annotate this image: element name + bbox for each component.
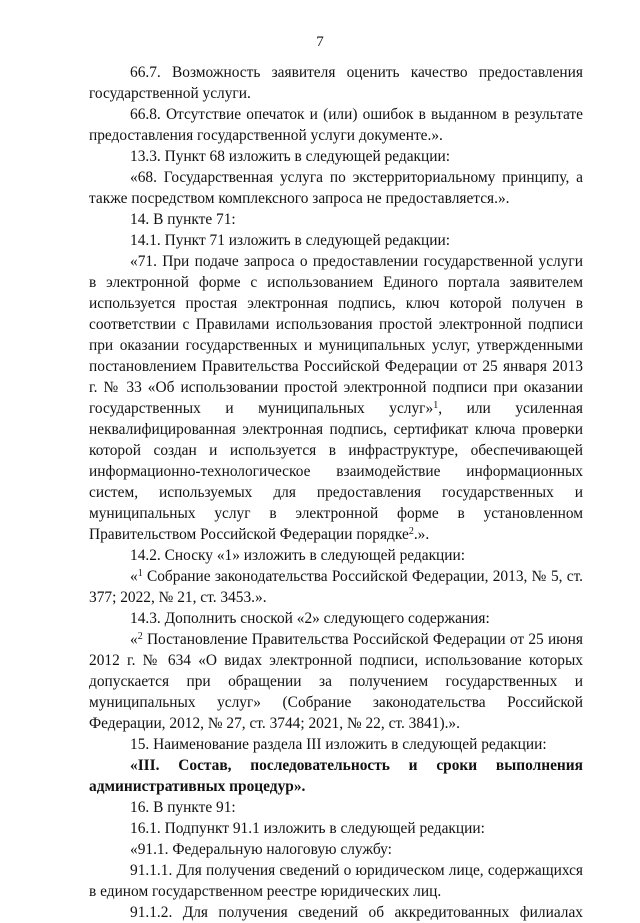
paragraph-91-1-2: 91.1.2. Для получения сведений об аккредитованных филиалах [130, 904, 583, 921]
paragraph-91-1: «91.1. Федеральную налоговую службу: [130, 841, 392, 858]
paragraph-14: 14. В пункте 71: [130, 211, 236, 228]
footnote-2-marker: 2 [137, 631, 143, 642]
paragraph-71 [89, 251, 583, 545]
paragraph-14-1: 14.1. Пункт 71 изложить в следующей редакции: [130, 232, 451, 249]
footnote-1-open-quote: « [130, 568, 138, 585]
footnote-2-open-quote: « [130, 631, 138, 648]
footnote-1 [89, 566, 583, 608]
paragraph-71-text-a: «71. При подаче запроса о предоставлении государственной услуги в электронной форме с использованием Единого портала заявителем используется простая электронная подпись, ключ которой получен в соответствии с Правилами использования простой электронной подписи при оказании государственных и муниципальных услуг, утвержденными постановлением Правительства Российской Федерации от 25 января 2013 г. № 33 «Об использовании простой электронной подписи при оказании государственных и муниципальных услуг» [89, 253, 583, 417]
paragraph-16: 16. В пункте 91: [130, 799, 236, 816]
paragraph-13-3: 13.3. Пункт 68 изложить в следующей редакции: [130, 148, 451, 165]
paragraph-14-2: 14.2. Сноску «1» изложить в следующей редакции: [130, 547, 466, 564]
paragraph-91-1-1: 91.1.1. Для получения сведений о юридическом лице, содержащихся в едином государственном реестре юридических лиц. [89, 862, 583, 900]
footnote-1-text: Собрание законодательства Российской Федерации, 2013, № 5, ст. 377; 2022, № 21, ст. 3453.». [89, 568, 583, 606]
footnote-2-text: Постановление Правительства Российской Федерации от 25 июня 2012 г. № 634 «О видах электронной подписи, использование которых допускается при обращении за получением государственных и муниципальных услуг» (Собрание законодательства Российской Федерации, 2012, № 27, ст. 3744; 2021, № 22, ст. 3841).». [89, 631, 583, 732]
footnote-ref-1: 1 [433, 400, 439, 411]
paragraph-66-8: 66.8. Отсутствие опечаток и (или) ошибок в выданном в результате предоставления государственной услуги документе.». [89, 106, 583, 144]
footnote-ref-2: 2 [408, 526, 414, 537]
document-body [89, 62, 583, 923]
footnote-2 [89, 629, 583, 734]
paragraph-66-7: 66.7. Возможность заявителя оценить качество предоставления государственной услуги. [89, 64, 583, 102]
paragraph-71-text-c: .». [413, 526, 430, 543]
page-number: 7 [316, 34, 324, 50]
paragraph-14-3: 14.3. Дополнить сноской «2» следующего содержания: [130, 610, 490, 627]
paragraph-16-1: 16.1. Подпункт 91.1 изложить в следующей редакции: [130, 820, 485, 837]
paragraph-15: 15. Наименование раздела III изложить в следующей редакции: [130, 736, 547, 753]
section-3-heading: «III. Состав, последовательность и сроки выполнения административных процедур». [89, 757, 583, 795]
paragraph-68: «68. Государственная услуга по экстерриториальному принципу, а также посредством комплексного запроса не предоставляется.». [89, 169, 583, 207]
paragraph-71-text-b: , или усиленная неквалифицированная электронная подпись, сертификат ключа проверки которой создан и используется в инфраструктуре, обеспечивающей информационно-технологическое взаимодействие информационных систем, используемых для предоставления государственных и муниципальных услуг в электронной форме в установленном Правительством Российской Федерации порядке [89, 400, 583, 543]
footnote-1-marker: 1 [137, 568, 143, 579]
